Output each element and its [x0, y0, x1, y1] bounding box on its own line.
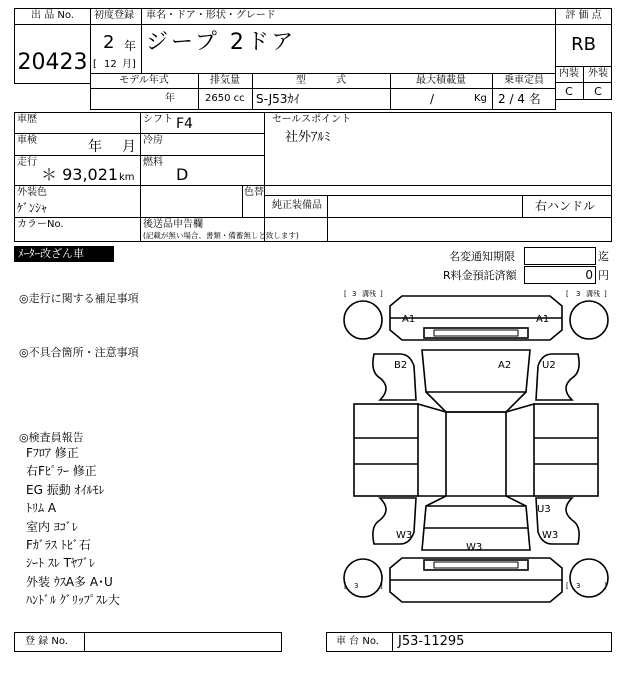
tire-tl-label: 溝残 — [362, 290, 376, 298]
registration-month-unit: 月] — [122, 59, 136, 70]
lot-number: 20423 — [17, 50, 88, 75]
svg-text:[: [ — [566, 290, 569, 298]
mileage-unit: km — [119, 172, 135, 183]
inspector-line: 外装 ｳｽA多 A･U — [26, 575, 113, 589]
damage-diagram — [340, 288, 612, 610]
standard-equipment-label: 純正装備品 — [272, 200, 322, 211]
name-change-deadline-unit: 迄 — [598, 250, 609, 263]
inspector-line: 右Fﾋﾟﾗｰ 修正 — [26, 464, 97, 478]
tire-front-right-icon — [570, 301, 608, 339]
mileage-label: 走行 — [17, 157, 37, 168]
model-type-value: S-J53ｶｲ — [256, 92, 300, 106]
shift-label: シフト — [143, 114, 173, 125]
interior-label: 内装 — [559, 68, 579, 79]
aftermarket-label: 後送品申告欄 — [143, 219, 203, 230]
inspector-line: ﾄﾘﾑ A — [26, 501, 57, 515]
evaluation-label: 評 価 点 — [565, 10, 602, 21]
svg-text:]: ] — [380, 582, 383, 590]
inspection-year-unit: 年 — [88, 139, 102, 155]
tire-br-depth: 3 — [576, 582, 581, 590]
registration-month-open: [ — [93, 59, 97, 70]
inspector-line: Fｶﾞﾗｽ ﾄﾋﾞ石 — [26, 538, 91, 552]
recycle-fee-value: 0 — [585, 268, 593, 282]
recycle-fee-unit: 円 — [598, 269, 609, 282]
damage-mark: A2 — [498, 360, 512, 371]
inspector-line: ｼｰﾄ ｽﾚ Tﾔﾌﾞﾚ — [26, 556, 95, 570]
exterior-label: 外装 — [588, 68, 608, 79]
aftermarket-note: (記載が無い場合、書類・備蓄無しと致します) — [143, 231, 299, 240]
tire-rear-left-icon — [344, 559, 382, 597]
svg-text:]: ] — [380, 290, 383, 298]
max-load-label: 最大積載量 — [416, 75, 466, 86]
inspector-line: ﾊﾝﾄﾞﾙ ｸﾞﾘｯﾌﾟｽﾚ大 — [26, 593, 120, 607]
registration-number-label: 登 録 No. — [25, 636, 68, 647]
svg-text:[: [ — [566, 582, 569, 590]
chassis-number-value: J53-11295 — [398, 634, 465, 649]
svg-text:]: ] — [604, 582, 607, 590]
inspector-line: EG 振動 ｵｲﾙﾓﾚ — [26, 483, 105, 497]
damage-mark: U2 — [542, 360, 556, 371]
damage-mark: B2 — [394, 360, 408, 371]
evaluation-score: RB — [571, 34, 596, 55]
tire-bl-depth: 3 — [354, 582, 359, 590]
recycle-fee-label: R料金預託済額 — [443, 269, 517, 282]
capacity-value: 2 / 4 名 — [498, 92, 541, 106]
first-registration-label: 初度登録 — [94, 10, 134, 21]
fuel-value: D — [176, 165, 189, 184]
displacement-value: 2650 cc — [205, 93, 245, 104]
model-type-label: 型 式 — [296, 75, 346, 86]
inspector-report-title: ◎検査員報告 — [19, 431, 84, 444]
driving-notes-title: ◎走行に関する補足事項 — [19, 292, 139, 305]
tire-tl-bracket: [ — [344, 290, 347, 298]
registration-month: 12 — [104, 59, 117, 70]
model-year-label: モデル年式 — [119, 75, 169, 86]
meter-tampered-badge: ﾒｰﾀｰ改ざん車 — [14, 246, 114, 262]
damage-mark: A1 — [402, 314, 416, 325]
damage-mark: W3 — [396, 530, 413, 541]
inspection-month-unit: 月 — [122, 139, 136, 155]
tire-rear-right-icon — [570, 559, 608, 597]
color-number-label: カラーNo. — [17, 219, 64, 230]
shift-value: F4 — [176, 116, 193, 132]
tire-front-left-icon — [344, 301, 382, 339]
name-change-deadline-box — [524, 247, 596, 265]
inspector-line: Fﾌﾛｱ 修正 — [26, 446, 79, 460]
displacement-label: 排気量 — [210, 75, 240, 86]
lot-number-label: 出 品 No. — [31, 10, 74, 21]
sales-point-label: セールスポイント — [272, 114, 352, 125]
inspection-label: 車検 — [17, 135, 37, 146]
max-load-slash: / — [430, 92, 435, 106]
defects-title: ◎不具合箇所・注意事項 — [19, 346, 139, 359]
chassis-number-label: 車 台 No. — [336, 636, 379, 647]
exterior-color-value: ｹﾞﾝｼｬ — [17, 201, 48, 215]
ac-label: 冷房 — [143, 135, 163, 146]
sales-point-value: 社外ｱﾙﾐ — [285, 130, 331, 145]
tire-tr-label: 溝残 — [586, 290, 600, 298]
inspector-line: 室内 ﾖｺﾞﾚ — [26, 520, 78, 534]
max-load-unit: Kg — [474, 93, 487, 104]
car-name: ジープ 2ドア — [146, 30, 297, 55]
color-change-label: 色替 — [244, 187, 264, 198]
damage-mark: U3 — [537, 504, 551, 515]
svg-text:]: ] — [604, 290, 607, 298]
interior-grade: C — [565, 85, 573, 98]
fuel-label: 燃料 — [143, 157, 163, 168]
registration-year: 2 — [103, 32, 115, 53]
tire-tl-depth: 3 — [352, 290, 357, 298]
svg-text:[: [ — [344, 582, 347, 590]
name-change-deadline-label: 名変通知期限 — [449, 250, 515, 263]
tire-tr-depth: 3 — [576, 290, 581, 298]
capacity-label: 乗車定員 — [504, 75, 544, 86]
damage-mark: A1 — [536, 314, 550, 325]
damage-mark: W3 — [466, 542, 483, 553]
damage-mark: W3 — [542, 530, 559, 541]
model-year-unit: 年 — [165, 93, 175, 104]
mileage-value: ＊ 93,021 — [41, 165, 119, 184]
steering-side: 右ハンドル — [535, 199, 596, 213]
registration-year-unit: 年 — [124, 39, 137, 53]
car-name-label: 車名・ドア・形状・グレード — [146, 10, 276, 21]
history-label: 車歴 — [17, 114, 37, 125]
exterior-grade: C — [594, 85, 602, 98]
exterior-color-label: 外装色 — [17, 187, 47, 198]
